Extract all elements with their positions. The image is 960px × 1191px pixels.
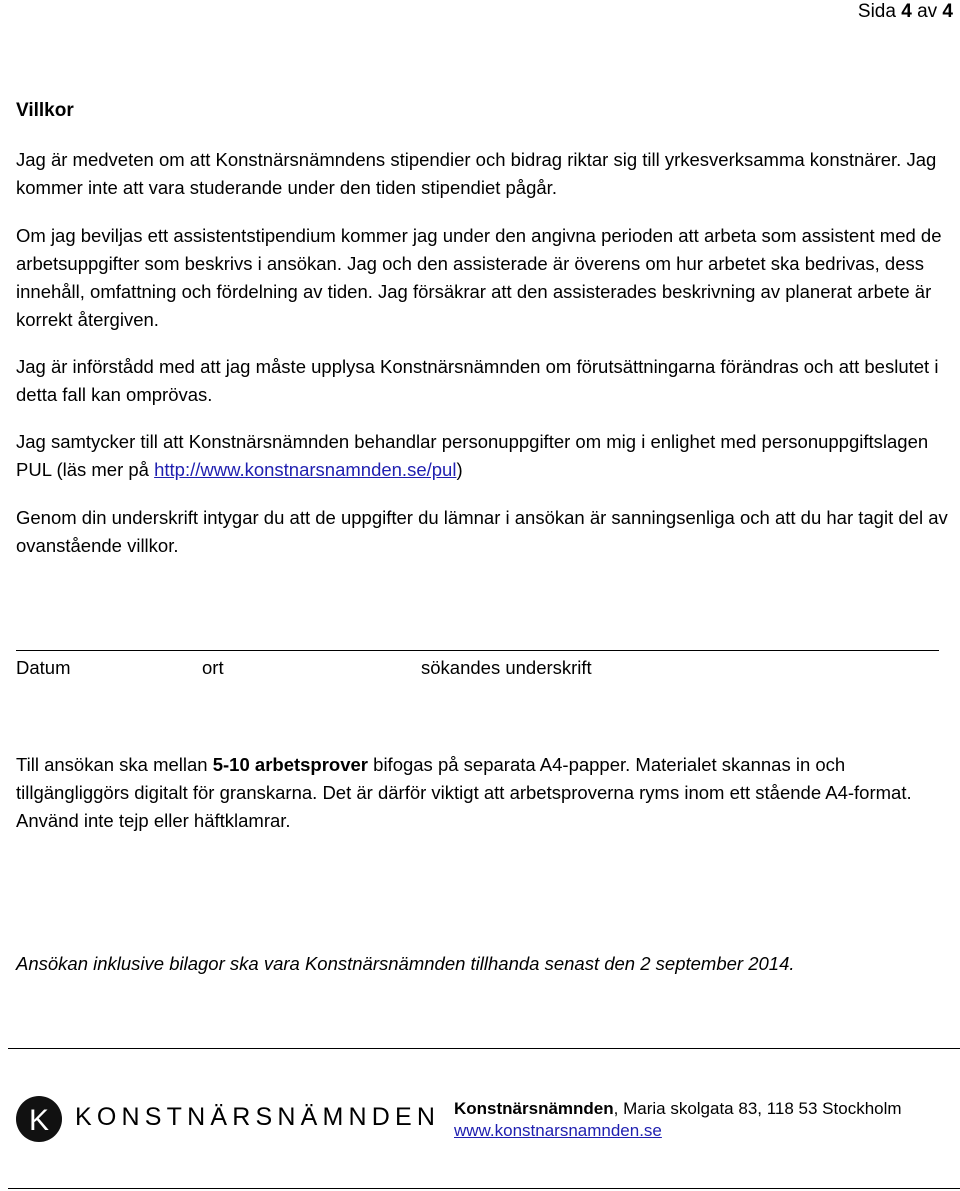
signature-line xyxy=(16,650,939,651)
logo-mark xyxy=(15,1095,65,1145)
deadline-note: Ansökan inklusive bilagor ska vara Konstnärsnämnden tillhanda senast den 2 september 2014. xyxy=(16,953,795,974)
date-label: Datum xyxy=(16,657,71,678)
paragraph-consent: Jag samtycker till att Konstnärsnämnden behandlar personuppgifter om mig i enlighet med personuppgiftslagen PUL (läs mer på http://www.konstnarsnamnden.se/pul) xyxy=(16,431,929,480)
paragraph-professional: Jag är medveten om att Konstnärsnämndens stipendier och bidrag riktar sig till yrkesverksamma konstnärer. Jag kommer inte att vara studerande under den tiden stipendiet pågår. xyxy=(16,149,937,198)
footer-contact xyxy=(454,1098,902,1142)
logo-wordmark: KONSTNÄRSNÄMNDEN xyxy=(75,1103,441,1131)
paragraph-signature-note: Genom din underskrift intygar du att de uppgifter du lämnar i ansökan är sanningsenliga och att du har tagit del av ovanstående villkor. xyxy=(16,507,948,556)
logo-letter: K xyxy=(28,1104,50,1137)
section-heading: Villkor xyxy=(16,100,74,121)
paragraph-assistant: Om jag beviljas ett assistentstipendium kommer jag under den angivna perioden att arbeta som assistent med de arbetsuppgifter som beskrivs i ansökan. Jag och den assisterade är överens om hur arbetet ska bedrivas, dess innehåll, omfattning och fördelning av tiden. Jag försäkrar att den assisterades beskrivning av planerat arbete är korrekt återgiven. xyxy=(16,225,942,330)
footer-bottom-divider xyxy=(8,1188,960,1189)
address: , Maria skolgata 83, 118 53 Stockholm xyxy=(613,1099,902,1118)
org-name: Konstnärsnämnden xyxy=(454,1099,614,1118)
paragraph-work-samples: Till ansökan ska mellan 5-10 arbetsprover bifogas på separata A4-papper. Materialet skannas in och tillgängliggörs digitalt för granskarna. Det är därför viktigt att arbetsproverna ryms inom ett stående A4-format. Använd inte tejp eller häftklamrar. xyxy=(16,754,912,831)
signature-label: sökandes underskrift xyxy=(421,657,592,678)
page-number: Sida 4 av 4 xyxy=(857,1,953,22)
place-label: ort xyxy=(202,657,224,678)
paragraph-changes: Jag är införstådd med att jag måste upplysa Konstnärsnämnden om förutsättningarna förändras och att beslutet i detta fall kan omprövas. xyxy=(16,356,939,405)
footer-divider xyxy=(8,1048,960,1049)
pul-link[interactable]: http://www.konstnarsnamnden.se/pul xyxy=(154,459,457,480)
website-link[interactable]: www.konstnarsnamnden.se xyxy=(454,1121,662,1140)
